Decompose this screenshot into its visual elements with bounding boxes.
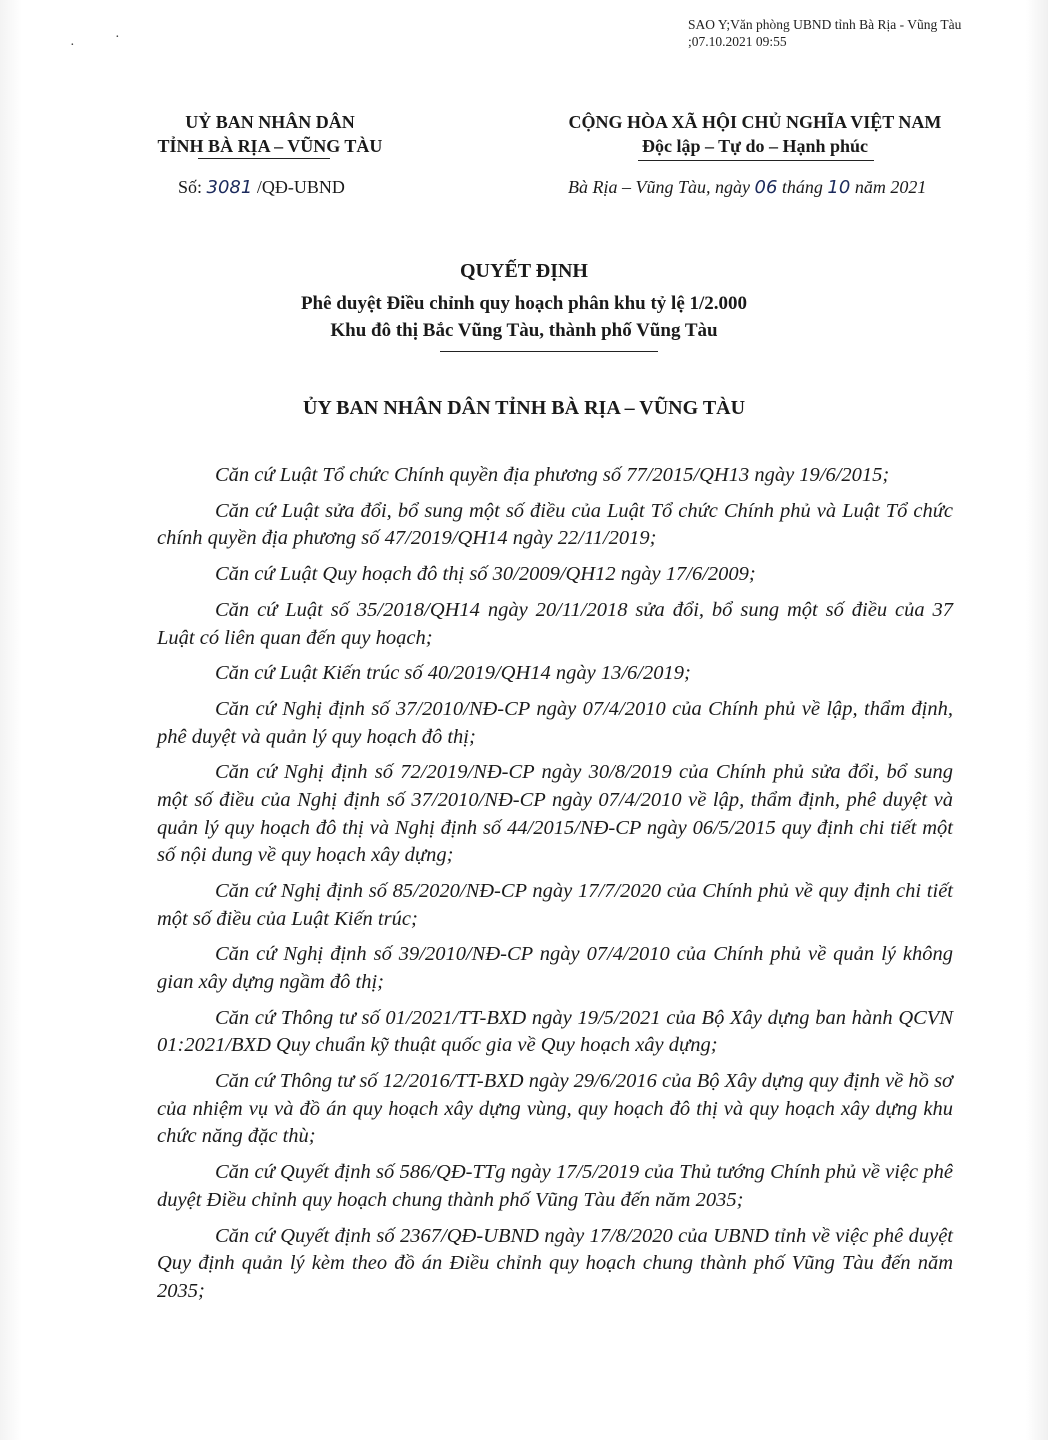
- motto-line1: CỘNG HÒA XÃ HỘI CHỦ NGHĨA VIỆT NAM: [568, 112, 942, 132]
- motto-line2: Độc lập – Tự do – Hạnh phúc: [641, 136, 869, 156]
- legal-basis-paragraph: Căn cứ Luật Quy hoạch đô thị số 30/2009/QH12 ngày 17/6/2009;: [215, 563, 756, 586]
- authority-underline: [198, 158, 330, 159]
- number-prefix: Số:: [178, 177, 203, 197]
- scan-speck: ·: [115, 30, 120, 45]
- legal-basis-paragraph: Căn cứ Luật Tổ chức Chính quyền địa phương số 77/2015/QH13 ngày 19/6/2015;: [215, 464, 890, 486]
- date-suffix: năm 2021: [854, 177, 927, 197]
- date-prefix: Bà Rịa – Vũng Tàu, ngày: [568, 177, 750, 197]
- legal-basis-paragraph: Căn cứ Quyết định số 2367/QĐ-UBND ngày 17/8/2020 của UBND tỉnh về việc phê duyệt Quy định quản lý kèm theo đồ án Điều chỉnh quy hoạch chung thành phố Vũng Tàu đến năm 2035;: [157, 1224, 953, 1302]
- document-number: [178, 177, 345, 198]
- national-motto: [545, 110, 965, 158]
- legal-basis-paragraph: Căn cứ Quyết định số 586/QĐ-TTg ngày 17/5/2019 của Thủ tướng Chính phủ về việc phê duyệt Điều chỉnh quy hoạch chung thành phố Vũng Tàu đến năm 2035;: [157, 1161, 953, 1211]
- motto-underline: [638, 160, 874, 161]
- date-month: 10: [827, 177, 851, 198]
- legal-basis-paragraph: Căn cứ Luật số 35/2018/QH14 ngày 20/11/2018 sửa đổi, bổ sung một số điều của 37 Luật có liên quan đến quy hoạch;: [157, 598, 953, 649]
- scan-speck: ·: [70, 38, 75, 53]
- authority-line1: UỶ BAN NHÂN DÂN: [185, 112, 355, 132]
- legal-basis-paragraph: Căn cứ Luật sửa đổi, bổ sung một số điều của Luật Tổ chức Chính phủ và Luật Tổ chức chính quyền địa phương số 47/2019/QH14 ngày 22/11/2019;: [157, 499, 953, 550]
- subject-line1: Phê duyệt Điều chỉnh quy hoạch phân khu tỷ lệ 1/2.000: [300, 293, 748, 314]
- subject-underline: [440, 351, 658, 352]
- legal-basis-paragraph: Căn cứ Luật Kiến trúc số 40/2019/QH14 ngày 13/6/2019;: [215, 662, 691, 685]
- number-handwritten: 3081: [206, 177, 253, 198]
- issue-date: [568, 177, 926, 198]
- legal-basis: [157, 462, 953, 1313]
- copy-stamp-line2: ;07.10.2021 09:55: [688, 34, 787, 49]
- authority-heading: ỦY BAN NHÂN DÂN TỈNH BÀ RỊA – VŨNG TÀU: [302, 397, 746, 419]
- authority-line2: TỈNH BÀ RỊA – VŨNG TÀU: [157, 136, 383, 156]
- legal-basis-paragraph: Căn cứ Nghị định số 37/2010/NĐ-CP ngày 07/4/2010 của Chính phủ về lập, thẩm định, phê duyệt và quản lý quy hoạch đô thị;: [157, 698, 953, 748]
- number-suffix: /QĐ-UBND: [256, 177, 345, 197]
- legal-basis-paragraph: Căn cứ Thông tư số 01/2021/TT-BXD ngày 19/5/2021 của Bộ Xây dựng ban hành QCVN 01:2021/BXD Quy chuẩn kỹ thuật quốc gia về Quy hoạch xây dựng;: [157, 1006, 953, 1057]
- legal-basis-paragraph: Căn cứ Nghị định số 72/2019/NĐ-CP ngày 30/8/2019 của Chính phủ sửa đổi, bổ sung một số điều của Nghị định số 37/2010/NĐ-CP ngày 07/4/2010 về lập, thẩm định, phê duyệt và quản lý quy hoạch đô thị và Nghị định số 44/2015/NĐ-CP ngày 06/5/2015 quy định chi tiết một số nội dung về quy hoạch xây dựng;: [157, 761, 953, 867]
- issuing-authority: [130, 110, 410, 158]
- legal-basis-paragraph: Căn cứ Nghị định số 85/2020/NĐ-CP ngày 17/7/2020 của Chính phủ về quy định chi tiết một số điều của Luật Kiến trúc;: [157, 880, 953, 930]
- copy-stamp-line1: SAO Y;Văn phòng UBND tỉnh Bà Rịa - Vũng Tàu: [688, 17, 962, 32]
- date-middle: tháng: [781, 177, 823, 197]
- copy-stamp: [688, 16, 1028, 50]
- legal-basis-paragraph: Căn cứ Thông tư số 12/2016/TT-BXD ngày 29/6/2016 của Bộ Xây dựng quy định về hồ sơ của nhiệm vụ và đồ án quy hoạch xây dựng vùng, quy hoạch đô thị và quy hoạch xây dựng khu chức năng đặc thù;: [157, 1070, 953, 1148]
- subject-line2: Khu đô thị Bắc Vũng Tàu, thành phố Vũng Tàu: [330, 320, 718, 341]
- document-type: QUYẾT ĐỊNH: [460, 260, 588, 282]
- legal-basis-paragraph: Căn cứ Nghị định số 39/2010/NĐ-CP ngày 07/4/2010 của Chính phủ về quản lý không gian xây dựng ngầm đô thị;: [157, 943, 953, 993]
- date-day: 06: [754, 177, 778, 198]
